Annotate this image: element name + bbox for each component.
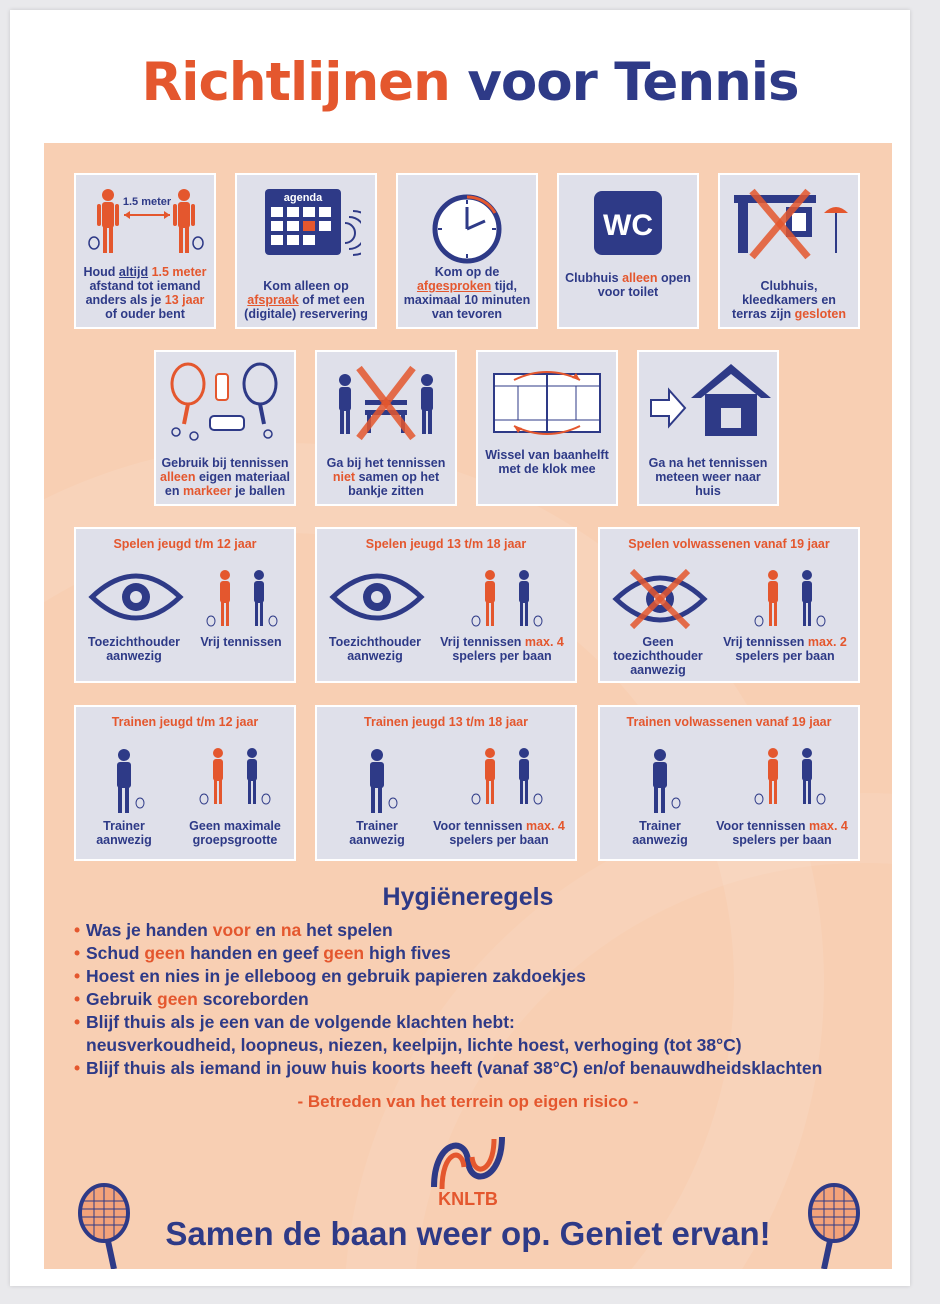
- text-highlight: geen: [157, 989, 198, 1009]
- caption-appointment: [241, 279, 371, 321]
- players-icon: [730, 747, 850, 827]
- title-part-1: Richtlijnen: [141, 52, 450, 113]
- text: of ouder bent: [105, 307, 185, 321]
- list-item: [74, 988, 874, 1011]
- clubhouse-closed-icon: [720, 183, 858, 275]
- text: spelers per baan: [449, 833, 549, 847]
- text: samen op het bankje zitten: [348, 470, 440, 498]
- card-on-time: [396, 173, 538, 329]
- trainer-icon: [84, 747, 168, 827]
- poster-sheet: [10, 10, 910, 1286]
- text-highlight: geen: [323, 943, 365, 963]
- label-rule: [716, 635, 854, 663]
- label-rule: [433, 635, 571, 663]
- agenda-label: agenda: [283, 192, 323, 204]
- card-play-adults: [598, 527, 860, 683]
- card-train-youth-12: [74, 705, 296, 861]
- clock-icon: [398, 183, 536, 275]
- text: neusverkoudheid, loopneus, niezen, keelpijn, lichte hoest, verhoging (tot 38°C): [86, 1035, 742, 1055]
- text-highlight: markeer: [182, 484, 232, 498]
- text: Gebruik bij tennissen: [161, 456, 289, 470]
- card-heading: Spelen jeugd t/m 12 jaar: [113, 537, 257, 551]
- card-train-youth-13-18: [315, 705, 577, 861]
- card-play-youth-13-18: [315, 527, 577, 683]
- disclaimer: - Betreden van het terrein op eigen risico -: [297, 1092, 639, 1111]
- wc-label: WC: [603, 209, 653, 242]
- label-rule: [188, 635, 294, 649]
- card-heading: Spelen volwassenen vanaf 19 jaar: [628, 537, 830, 551]
- text-highlight: max. 4: [525, 819, 565, 833]
- text-highlight: voor: [212, 920, 251, 940]
- text-highlight: na: [280, 920, 302, 940]
- card-distance: [74, 173, 216, 329]
- text-highlight: 13 jaar: [164, 293, 205, 307]
- caption-switch-sides: Wissel van baanhelft met de klok mee: [485, 448, 609, 476]
- text: Vrij tennissen: [440, 635, 525, 649]
- card-train-adults: [598, 705, 860, 861]
- page-title: [10, 52, 930, 113]
- wc-icon: [559, 183, 697, 275]
- hygiene-title: Hygiëneregels: [382, 883, 554, 911]
- caption-own-equipment: [160, 456, 290, 498]
- racket-icon: [72, 1183, 142, 1269]
- list-item: [74, 965, 874, 988]
- players-icon: [180, 747, 290, 827]
- text-highlight: gesloten: [794, 307, 846, 321]
- label-supervision: Toezichthouder aanwezig: [87, 635, 181, 663]
- calendar-icon: [237, 183, 375, 275]
- text: Vrij tennissen: [200, 635, 282, 649]
- text-highlight: max. 2: [807, 635, 847, 649]
- caption-distance: [80, 265, 210, 321]
- text: handen en geef: [185, 943, 324, 963]
- text-highlight: 1.5 meter: [151, 265, 207, 279]
- label-trainer: Trainer aanwezig: [96, 819, 152, 847]
- bench-icon: [317, 360, 455, 452]
- distance-icon: [76, 183, 214, 275]
- text: Clubhuis, kleedkamers en terras zijn: [732, 279, 836, 321]
- card-own-equipment: [154, 350, 296, 506]
- slogan: Samen de baan weer op. Geniet ervan!: [165, 1215, 771, 1252]
- text: Voor tennissen: [716, 819, 809, 833]
- house-icon: [639, 360, 777, 452]
- text: het spelen: [301, 920, 393, 940]
- text-underline: altijd: [118, 265, 149, 279]
- logo-text: KNLTB: [438, 1189, 498, 1209]
- text: of met een (digitale) reservering: [244, 293, 368, 321]
- caption-wc: [563, 271, 693, 299]
- caption-on-time: [402, 265, 532, 321]
- label-rule: [710, 819, 854, 847]
- card-heading: Trainen jeugd 13 t/m 18 jaar: [364, 715, 528, 729]
- text: Geen maximale groepsgrootte: [189, 819, 281, 847]
- text: scoreborden: [197, 989, 309, 1009]
- list-item: [74, 1011, 874, 1057]
- text: en: [250, 920, 281, 940]
- text-highlight: alleen: [622, 271, 658, 285]
- text: Blijf thuis als iemand in jouw huis koorts heeft (vanaf 38°C) en/of benauwdheidsklachten: [86, 1058, 823, 1078]
- text: afstand tot iemand anders als je: [85, 279, 201, 307]
- text: Was je handen: [86, 920, 213, 940]
- text: open voor toilet: [597, 271, 691, 299]
- caption-go-home: Ga na het tennissen meteen weer naar huis: [648, 456, 768, 498]
- court-switch-icon: [478, 360, 616, 452]
- card-clubhouse-closed: [718, 173, 860, 329]
- card-heading: Trainen volwassenen vanaf 19 jaar: [626, 715, 832, 729]
- text: Voor tennissen: [433, 819, 526, 833]
- text-highlight: afspraak: [247, 293, 299, 307]
- text: Houd: [83, 265, 119, 279]
- text-highlight: max. 4: [524, 635, 564, 649]
- text: Kom alleen op: [263, 279, 349, 293]
- text: spelers per baan: [735, 649, 835, 663]
- list-item: [74, 919, 874, 942]
- list-item: [74, 942, 874, 965]
- text-highlight: max. 4: [808, 819, 848, 833]
- racket-icon: [796, 1183, 866, 1269]
- text-highlight: afgesproken: [416, 279, 492, 293]
- distance-label: 1.5 meter: [122, 196, 172, 208]
- caption-no-bench: [321, 456, 451, 498]
- text: Ga bij het tennissen: [326, 456, 446, 470]
- text: spelers per baan: [452, 649, 552, 663]
- card-play-youth-12: [74, 527, 296, 683]
- text: high fives: [364, 943, 451, 963]
- hygiene-list: [74, 919, 874, 1080]
- poster-body: [44, 143, 892, 1269]
- card-switch-sides: [476, 350, 618, 506]
- text: Vrij tennissen: [723, 635, 808, 649]
- card-wc: [557, 173, 699, 329]
- caption-clubhouse-closed: [724, 279, 854, 321]
- label-rule: [176, 819, 294, 847]
- text: spelers per baan: [732, 833, 832, 847]
- card-heading: Spelen jeugd 13 t/m 18 jaar: [365, 537, 527, 551]
- trainer-icon: [620, 747, 704, 827]
- trainer-icon: [337, 747, 421, 827]
- card-heading: Trainen jeugd t/m 12 jaar: [111, 715, 259, 729]
- equipment-icon: [156, 360, 294, 452]
- text: eigen materiaal en: [164, 470, 290, 498]
- text: tijd, maximaal 10 minuten van tevoren: [403, 279, 531, 321]
- text-highlight: alleen: [160, 470, 196, 484]
- text: Schud: [86, 943, 145, 963]
- text-highlight: geen: [144, 943, 186, 963]
- label-trainer: Trainer aanwezig: [349, 819, 405, 847]
- label-rule: [427, 819, 571, 847]
- players-icon: [447, 747, 567, 827]
- text: Blijf thuis als je een van de volgende klachten hebt:: [86, 1012, 515, 1032]
- card-no-bench: [315, 350, 457, 506]
- text: Gebruik: [86, 989, 157, 1009]
- text-highlight: niet: [332, 470, 356, 484]
- text: Kom op de: [434, 265, 500, 279]
- label-supervision: Geen toezichthouder aanwezig: [613, 635, 703, 677]
- text: Clubhuis: [565, 271, 623, 285]
- text: Hoest en nies in je elleboog en gebruik papieren zakdoekjes: [86, 966, 586, 986]
- label-supervision: Toezichthouder aanwezig: [328, 635, 422, 663]
- card-go-home: [637, 350, 779, 506]
- label-trainer: Trainer aanwezig: [632, 819, 688, 847]
- title-part-2: voor Tennis: [467, 52, 799, 113]
- text: je ballen: [231, 484, 286, 498]
- list-item: [74, 1057, 874, 1080]
- card-appointment: [235, 173, 377, 329]
